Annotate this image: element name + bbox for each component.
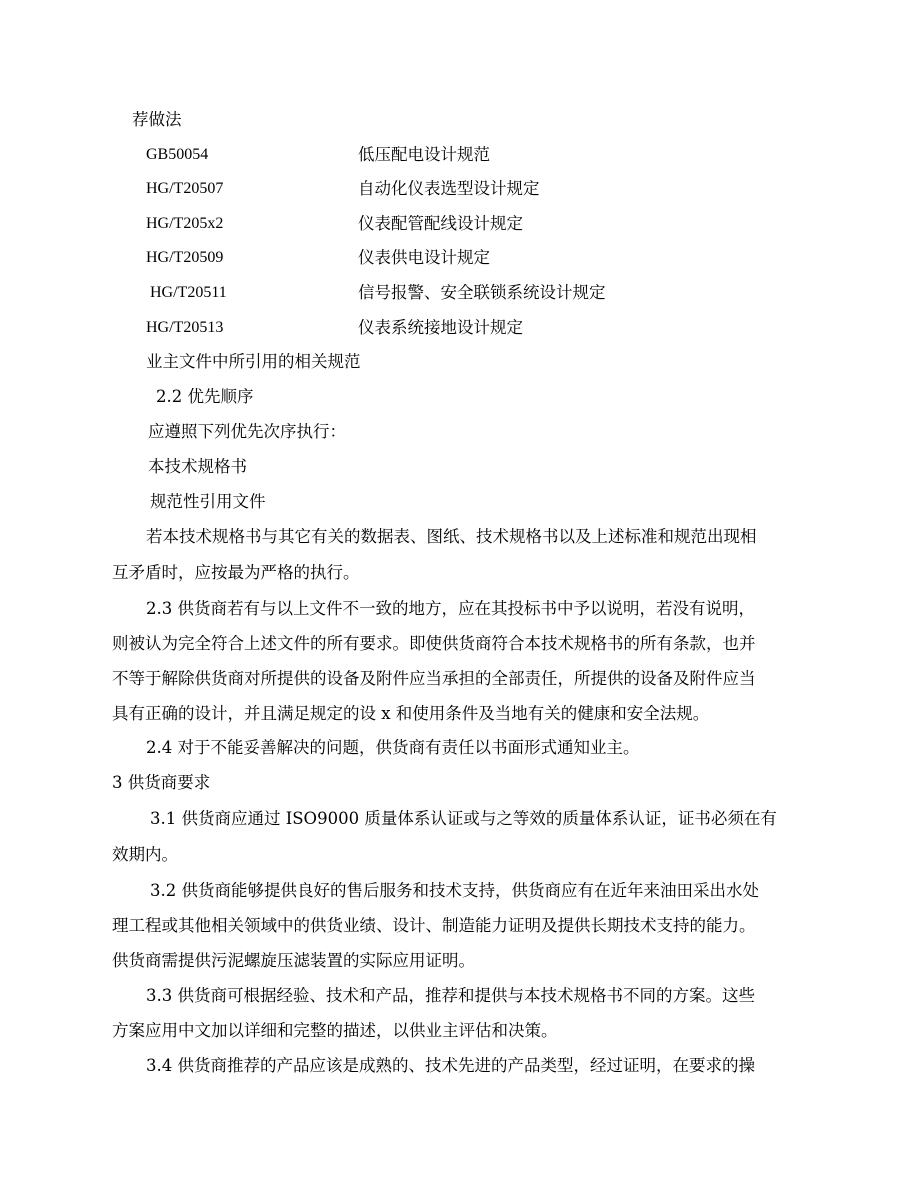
section-3-2-line: 理工程或其他相关领域中的供货业绩、设计、制造能力证明及提供长期技术支持的能力。	[112, 916, 756, 935]
standard-title: 低压配电设计规范	[358, 145, 490, 164]
section-3-3-line: 方案应用中文加以详细和完整的描述，以供业主评估和决策。	[112, 1021, 558, 1040]
priority-item: 规范性引用文件	[150, 492, 266, 511]
section-3-heading: 3 供货商要求	[112, 773, 211, 792]
standard-title: 自动化仪表选型设计规定	[358, 179, 540, 198]
section-3-2-line: 3.2 供货商能够提供良好的售后服务和技术支持，供货商应有在近年来油田采出水处	[150, 881, 759, 900]
section-2-2-heading: 2.2 优先顺序	[156, 387, 254, 406]
standard-row	[0, 179, 920, 199]
standard-title: 仪表系统接地设计规定	[358, 318, 523, 337]
intro-fragment: 荐做法	[132, 110, 182, 129]
standard-code: HG/T20513	[146, 319, 224, 336]
section-3-1-line: 效期内。	[112, 845, 178, 864]
priority-lead: 应遵照下列优先次序执行：	[148, 422, 346, 441]
standard-row	[0, 283, 920, 303]
section-2-4-line: 2.4 对于不能妥善解决的问题，供货商有责任以书面形式通知业主。	[146, 738, 640, 757]
conflict-paragraph-line: 若本技术规格书与其它有关的数据表、图纸、技术规格书以及上述标准和规范出现相	[146, 527, 757, 546]
standard-row	[0, 214, 920, 234]
section-3-4-line: 3.4 供货商推荐的产品应该是成熟的、技术先进的产品类型，经过证明，在要求的操	[146, 1056, 755, 1075]
section-2-3-line: 则被认为完全符合上述文件的所有要求。即使供货商符合本技术规格书的所有条款，也并	[112, 634, 756, 653]
section-3-1-line: 3.1 供货商应通过 ISO9000 质量体系认证或与之等效的质量体系认证，证书必须在有	[150, 809, 777, 828]
priority-item: 本技术规格书	[148, 457, 247, 476]
owner-docs-line: 业主文件中所引用的相关规范	[146, 352, 361, 371]
section-3-3-line: 3.3 供货商可根据经验、技术和产品，推荐和提供与本技术规格书不同的方案。这些	[146, 986, 755, 1005]
standard-title: 信号报警、安全联锁系统设计规定	[358, 283, 606, 302]
conflict-paragraph-line: 互矛盾时，应按最为严格的执行。	[112, 563, 360, 582]
standard-row	[0, 248, 920, 268]
section-2-3-line: 2.3 供货商若有与以上文件不一致的地方，应在其投标书中予以说明，若没有说明，	[146, 599, 755, 618]
section-3-2-line: 供货商需提供污泥螺旋压滤装置的实际应用证明。	[112, 951, 475, 970]
standard-title: 仪表供电设计规定	[358, 248, 490, 267]
standard-row	[0, 145, 920, 165]
standard-title: 仪表配管配线设计规定	[358, 214, 523, 233]
standard-code: GB50054	[146, 146, 209, 163]
standard-row	[0, 318, 920, 338]
standard-code: HG/T20507	[146, 180, 224, 197]
standard-code: HG/T205x2	[146, 215, 224, 232]
standard-code: HG/T20509	[146, 249, 224, 266]
standard-code: HG/T20511	[150, 284, 227, 301]
section-2-3-line: 不等于解除供货商对所提供的设备及附件应当承担的全部责任，所提供的设备及附件应当	[112, 669, 756, 688]
section-2-3-line: 具有正确的设计，并且满足规定的设 x 和使用条件及当地有关的健康和安全法规。	[112, 704, 710, 723]
